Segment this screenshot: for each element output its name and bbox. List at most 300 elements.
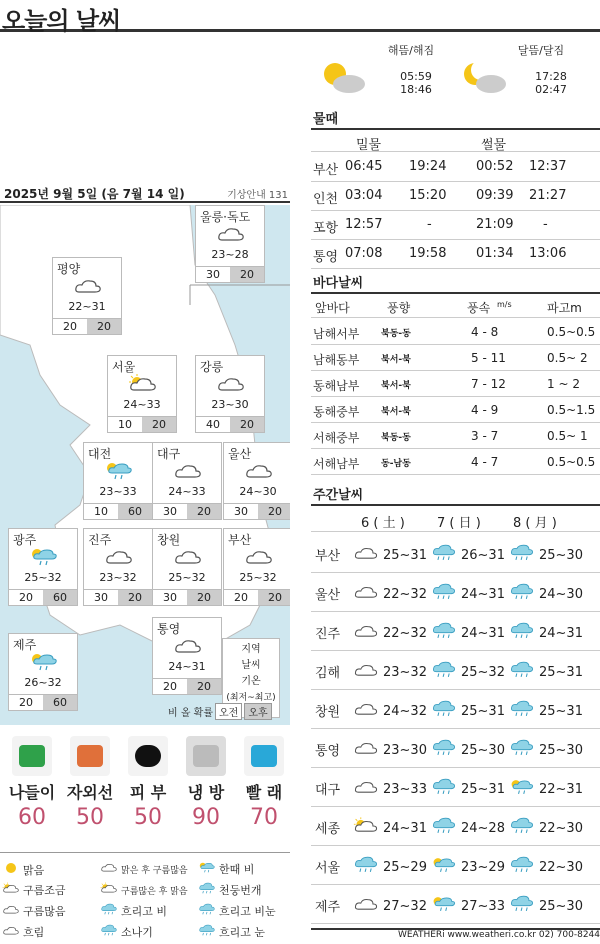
weekly-temp: 23~33: [383, 781, 427, 797]
tide-high-2: -: [427, 217, 432, 232]
tide-low-1: 09:39: [476, 188, 514, 203]
city-rain-prob: [153, 678, 221, 694]
rain-am: 30: [234, 505, 248, 518]
forecast-hotline: 기상안내 131: [227, 190, 288, 201]
tide-high-2: 19:24: [409, 159, 447, 174]
weekly-temp: 25~31: [539, 703, 583, 719]
cloudy-icon: [353, 583, 379, 605]
rain-icon: [431, 583, 457, 605]
index-label: 나들이: [8, 783, 56, 802]
cloudy-icon: [353, 622, 379, 644]
weekly-cell: [431, 856, 505, 878]
weekly-temp: 22~32: [383, 586, 427, 602]
cloudy-icon: [173, 461, 203, 481]
uv-icon: [70, 736, 110, 776]
index-item: [120, 736, 176, 830]
legend-label: 흐리고 눈: [219, 926, 266, 939]
city-name: 대구: [157, 447, 181, 461]
weekly-city: 세종: [315, 822, 341, 837]
rain-pm: 60: [43, 695, 77, 710]
weekly-day: 6 ( 土 ): [361, 516, 405, 531]
weekly-cell: [353, 661, 427, 683]
weekly-cell: [353, 856, 427, 878]
rain-am: 20: [63, 320, 77, 333]
weekly-cell: [509, 778, 583, 800]
legend-label: 천둥번개: [219, 884, 262, 897]
weekly-cell: [509, 622, 583, 644]
rain-pm: 20: [142, 417, 176, 432]
legend-icon: [2, 903, 20, 919]
weekly-city: 대구: [315, 783, 341, 798]
sea-wind-speed: 3 - 7: [471, 429, 499, 443]
tide-low-label: 썰물: [481, 138, 507, 153]
legend-icon: [100, 882, 118, 898]
tide-high-2: 15:20: [409, 188, 447, 203]
tide-row: [311, 212, 600, 240]
city-name: 광주: [13, 533, 37, 547]
rain-icon: [431, 778, 457, 800]
rain-pm: 20: [187, 590, 221, 605]
city-temp: 23~33: [99, 485, 137, 498]
rain-icon: [509, 700, 535, 722]
city-name: 평양: [57, 262, 81, 276]
weekly-row: [311, 574, 600, 612]
weekly-cell: [431, 583, 505, 605]
legend-icon: [100, 924, 118, 940]
legend-item: [100, 924, 153, 940]
cloudy-icon: [216, 224, 246, 244]
city-temp: 24~30: [239, 485, 277, 498]
city-temp: 23~30: [211, 398, 249, 411]
sea-head-wave: 파고m: [547, 301, 582, 315]
skin-icon: [128, 736, 168, 776]
rain-icon: [509, 544, 535, 566]
city-temp: 22~31: [68, 300, 106, 313]
sea-area: 동해남부: [313, 379, 360, 393]
city-name: 통영: [157, 622, 181, 636]
ac-icon: [186, 736, 226, 776]
legend-icon: [198, 903, 216, 919]
weekly-cell: [509, 817, 583, 839]
rain-am: 20: [19, 591, 33, 604]
city-rain-prob: [53, 318, 121, 334]
legend-icon: [2, 861, 20, 878]
rain-icon: [353, 856, 379, 878]
weekly-row: [311, 652, 600, 690]
tide-high-1: 07:08: [345, 246, 383, 261]
footer: [311, 928, 600, 944]
sea-wind-dir: 북서-북: [381, 407, 411, 417]
sea-wind-dir: 북동-동: [381, 433, 411, 443]
legend-icon: [198, 882, 216, 898]
rain-icon: [509, 583, 535, 605]
cloudy-icon: [73, 276, 103, 296]
city-name: 제주: [13, 638, 37, 652]
weekly-title: 주간날씨: [311, 484, 600, 506]
cloudy-icon: [173, 636, 203, 656]
sun-shower-icon: [431, 895, 457, 917]
index-label: 빨 래: [245, 783, 283, 802]
sea-head-unit: m/s: [497, 300, 512, 309]
tide-low-2: -: [543, 217, 548, 232]
city-rain-prob: [84, 589, 152, 605]
moonset-time: 02:47: [535, 83, 567, 96]
city-name: 울릉·독도: [200, 210, 251, 224]
cloudy-icon: [173, 547, 203, 567]
rain-pm: 20: [187, 679, 221, 694]
sea-row: [311, 372, 600, 397]
rain-am: 30: [163, 505, 177, 518]
weekly-temp: 25~31: [539, 664, 583, 680]
moon-times: [461, 42, 591, 96]
tide-low-2: 12:37: [529, 159, 567, 174]
rain-am: 20: [163, 680, 177, 693]
tide-low-1: 01:34: [476, 246, 514, 261]
weekly-temp: 27~32: [383, 898, 427, 914]
weekly-temp: 25~31: [461, 703, 505, 719]
cloudy-icon: [244, 547, 274, 567]
rain-pm: 60: [43, 590, 77, 605]
legend-icon: [198, 861, 216, 877]
city-card: [8, 633, 78, 711]
city-card: [223, 528, 290, 606]
index-label: 자외선: [66, 783, 114, 802]
legend-region: 지역: [241, 644, 261, 655]
moon-label: 달뜸/달짐: [517, 44, 565, 57]
tide-place: 부산: [313, 163, 339, 178]
rain-am: 30: [94, 591, 108, 604]
rain-pm: 20: [230, 267, 264, 282]
sea-wave: 0.5~1.5: [547, 403, 596, 417]
weekly-temp: 23~30: [383, 742, 427, 758]
city-card: [152, 617, 222, 695]
korea-map: [0, 205, 290, 725]
rain-icon: [431, 817, 457, 839]
cloudy-icon: [353, 739, 379, 761]
weekly-cell: [431, 817, 505, 839]
city-rain-prob: [9, 694, 77, 710]
rain-am: 30: [163, 591, 177, 604]
weekly-temp: 24~28: [461, 820, 505, 836]
weekly-cell: [509, 583, 583, 605]
cloudy-icon: [104, 547, 134, 567]
weekly-temp: 23~32: [383, 664, 427, 680]
city-name: 서울: [112, 360, 136, 374]
rain-icon: [509, 817, 535, 839]
tide-high-1: 03:04: [345, 188, 383, 203]
rain-am: 10: [94, 505, 108, 518]
weekly-city: 울산: [315, 588, 341, 603]
rain-am: 40: [206, 418, 220, 431]
right-column: [311, 40, 600, 928]
weekly-cell: [353, 778, 427, 800]
tide-place: 통영: [313, 250, 339, 265]
legend-label: 흐리고 비눈: [219, 905, 276, 918]
city-name: 진주: [88, 533, 112, 547]
weekly-temp: 25~30: [539, 898, 583, 914]
rain-icon: [509, 622, 535, 644]
index-item: [62, 736, 118, 830]
moonrise-time: 17:28: [535, 70, 567, 83]
weekly-row: [311, 769, 600, 807]
sun-shower-icon: [104, 461, 134, 481]
city-card: [52, 257, 122, 335]
legend-icon: [2, 882, 20, 898]
legend-label: 맑음: [23, 863, 45, 877]
index-value: 50: [134, 805, 162, 830]
sea-wind-speed: 4 - 7: [471, 455, 499, 469]
weekly-cell: [353, 583, 427, 605]
weekly-cell: [509, 739, 583, 761]
rain-icon: [509, 895, 535, 917]
sea-area: 남해서부: [313, 327, 360, 341]
sea-wind-speed: 4 - 8: [471, 325, 499, 339]
cloudy-icon: [353, 700, 379, 722]
rain-am: 10: [118, 418, 132, 431]
legend-item: [198, 882, 262, 898]
sea-wave: 0.5~0.5: [547, 325, 596, 339]
legend-item: [100, 861, 188, 877]
weekly-cell: [353, 622, 427, 644]
weekly-city: 제주: [315, 900, 341, 915]
rain-icon: [509, 856, 535, 878]
rain-icon: [431, 544, 457, 566]
partly-cloudy-icon: [353, 817, 379, 839]
city-card: [195, 205, 265, 283]
legend-item: [2, 924, 44, 940]
city-temp: 24~33: [168, 485, 206, 498]
city-temp: 25~32: [168, 571, 206, 584]
index-item: [236, 736, 292, 830]
index-label: 피 부: [129, 783, 167, 802]
city-temp: 24~31: [168, 660, 206, 673]
sea-wind-speed: 4 - 9: [471, 403, 499, 417]
sea-wind-speed: 5 - 11: [471, 351, 506, 365]
date-bar: [0, 183, 290, 203]
rain-prob-label: 비 올 확률: [168, 708, 213, 719]
sea-wave: 0.5~0.5: [547, 455, 596, 469]
rain-icon: [431, 622, 457, 644]
legend-label: 맑은 후 구름많음: [121, 865, 188, 876]
weekly-temp: 25~32: [461, 664, 505, 680]
weekly-temp: 25~30: [461, 742, 505, 758]
weekly-row: [311, 691, 600, 729]
city-card: [8, 528, 78, 606]
city-rain-prob: [196, 416, 264, 432]
sunset-time: 18:46: [400, 83, 432, 96]
legend-item: [100, 903, 167, 919]
city-card: [152, 442, 222, 520]
city-card: [152, 528, 222, 606]
weekly-cell: [353, 700, 427, 722]
index-item: [178, 736, 234, 830]
tide-row: [311, 241, 600, 269]
index-value: 70: [250, 805, 278, 830]
sun-shower-icon: [29, 652, 59, 672]
weekly-city: 부산: [315, 549, 341, 564]
weekly-row: [311, 886, 600, 924]
city-temp: 23~32: [99, 571, 137, 584]
weekly-row: [311, 808, 600, 846]
index-value: 90: [192, 805, 220, 830]
weekly-header: [311, 508, 600, 532]
rain-am: 20: [19, 696, 33, 709]
legend-item: [2, 861, 44, 878]
weekly-cell: [431, 700, 505, 722]
city-temp: 24~33: [123, 398, 161, 411]
sunrise-time: 05:59: [400, 70, 432, 83]
weekly-temp: 22~32: [383, 625, 427, 641]
weekly-temp: 24~32: [383, 703, 427, 719]
city-temp: 25~32: [239, 571, 277, 584]
tide-title: 물때: [311, 108, 600, 130]
city-name: 부산: [228, 533, 252, 547]
tide-header: [311, 132, 600, 152]
weekly-row: [311, 730, 600, 768]
sun-cloud-icon: [319, 58, 369, 98]
legend-item: [2, 882, 66, 898]
index-value: 50: [76, 805, 104, 830]
weekly-cell: [353, 817, 427, 839]
sea-row: [311, 320, 600, 345]
sea-row: [311, 424, 600, 449]
weekly-temp: 26~31: [461, 547, 505, 563]
cloudy-icon: [353, 895, 379, 917]
rain-prob-am: 오전: [215, 703, 242, 720]
weekly-temp: 25~29: [383, 859, 427, 875]
sun-shower-icon: [431, 856, 457, 878]
tide-row: [311, 154, 600, 182]
index-item: [4, 736, 60, 830]
tide-low-2: 13:06: [529, 246, 567, 261]
rain-pm: 20: [230, 417, 264, 432]
weekly-row: [311, 613, 600, 651]
legend-item: [100, 882, 188, 898]
sea-area: 동해중부: [313, 405, 360, 419]
rain-icon: [509, 739, 535, 761]
weekly-temp: 24~30: [539, 586, 583, 602]
cloudy-icon: [216, 374, 246, 394]
weekly-cell: [509, 895, 583, 917]
legend-weather: 날씨: [241, 660, 261, 671]
sun-shower-icon: [29, 547, 59, 567]
rain-prob-pm: 오후: [244, 703, 271, 720]
city-card: [195, 355, 265, 433]
tide-high-label: 밀물: [356, 138, 382, 153]
cloudy-icon: [353, 661, 379, 683]
legend-label: 소나기: [121, 926, 153, 939]
rain-icon: [431, 739, 457, 761]
city-name: 창원: [157, 533, 181, 547]
legend-label: 구름조금: [23, 884, 66, 897]
sea-area: 서해중부: [313, 431, 360, 445]
index-label: 냉 방: [187, 783, 225, 802]
weekly-cell: [509, 700, 583, 722]
sea-wind-dir: 동-남동: [381, 459, 411, 469]
sea-row: [311, 398, 600, 423]
legend-icon: [198, 924, 216, 940]
sea-title: 바다날씨: [311, 272, 600, 294]
legend-label: 구름많음: [23, 905, 66, 918]
tide-low-1: 21:09: [476, 217, 514, 232]
weekly-temp: 22~30: [539, 820, 583, 836]
weekly-row: [311, 535, 600, 573]
city-rain-prob: [224, 589, 290, 605]
city-card: [107, 355, 177, 433]
weekly-cell: [353, 739, 427, 761]
weekly-temp: 24~31: [461, 625, 505, 641]
legend-temp: 기온: [241, 676, 261, 687]
weekly-cell: [353, 544, 427, 566]
city-rain-prob: [224, 503, 290, 519]
legend-label: 흐림: [23, 926, 45, 939]
city-name: 강릉: [200, 360, 224, 374]
weekly-cell: [431, 895, 505, 917]
weekly-temp: 24~31: [539, 625, 583, 641]
tide-high-1: 12:57: [345, 217, 383, 232]
legend-item: [198, 861, 254, 877]
weekly-temp: 25~30: [539, 547, 583, 563]
tide-high-1: 06:45: [345, 159, 383, 174]
sea-wind-dir: 북서-북: [381, 381, 411, 391]
tide-low-1: 00:52: [476, 159, 514, 174]
legend-icon: [100, 861, 118, 877]
weekly-temp: 22~31: [539, 781, 583, 797]
weekly-cell: [431, 544, 505, 566]
weekly-city: 진주: [315, 627, 341, 642]
sea-area: 남해동부: [313, 353, 360, 367]
sea-head-speed: 풍속: [467, 301, 491, 315]
index-value: 60: [18, 805, 46, 830]
sea-wind-speed: 7 - 12: [471, 377, 506, 391]
rain-am: 30: [206, 268, 220, 281]
city-card: [83, 528, 153, 606]
weekly-cell: [431, 661, 505, 683]
legend-item: [198, 903, 276, 919]
tide-high-2: 19:58: [409, 246, 447, 261]
laundry-icon: [244, 736, 284, 776]
weekly-temp: 22~30: [539, 859, 583, 875]
sea-row: [311, 346, 600, 371]
sea-head-area: 앞바다: [315, 301, 350, 315]
city-name: 울산: [228, 447, 252, 461]
rain-am: 20: [234, 591, 248, 604]
city-temp: 25~32: [24, 571, 62, 584]
weather-icon-legend: [0, 852, 290, 942]
sun-times: [331, 42, 461, 96]
tide-low-2: 21:27: [529, 188, 567, 203]
cloudy-icon: [244, 461, 274, 481]
sea-header: [311, 296, 600, 318]
page-title: 오늘의 날씨: [2, 7, 121, 35]
weekly-temp: 25~30: [539, 742, 583, 758]
weekly-temp: 25~31: [461, 781, 505, 797]
legend-label: 한때 비: [219, 863, 255, 876]
rain-icon: [431, 661, 457, 683]
weekly-temp: 25~31: [383, 547, 427, 563]
rain-pm: 20: [118, 590, 152, 605]
rain-icon: [431, 700, 457, 722]
city-rain-prob: [196, 266, 264, 282]
legend-range: (최저~최고): [226, 693, 276, 703]
car-icon: [12, 736, 52, 776]
sea-wave: 0.5~ 1: [547, 429, 588, 443]
date-text: 2025년 9월 5일 (음 7월 14 일): [4, 187, 185, 201]
partly-cloudy-icon: [128, 374, 158, 394]
weekly-day: 8 ( 月 ): [513, 516, 557, 531]
city-card: [83, 442, 153, 520]
sea-wave: 1 ~ 2: [547, 377, 580, 391]
